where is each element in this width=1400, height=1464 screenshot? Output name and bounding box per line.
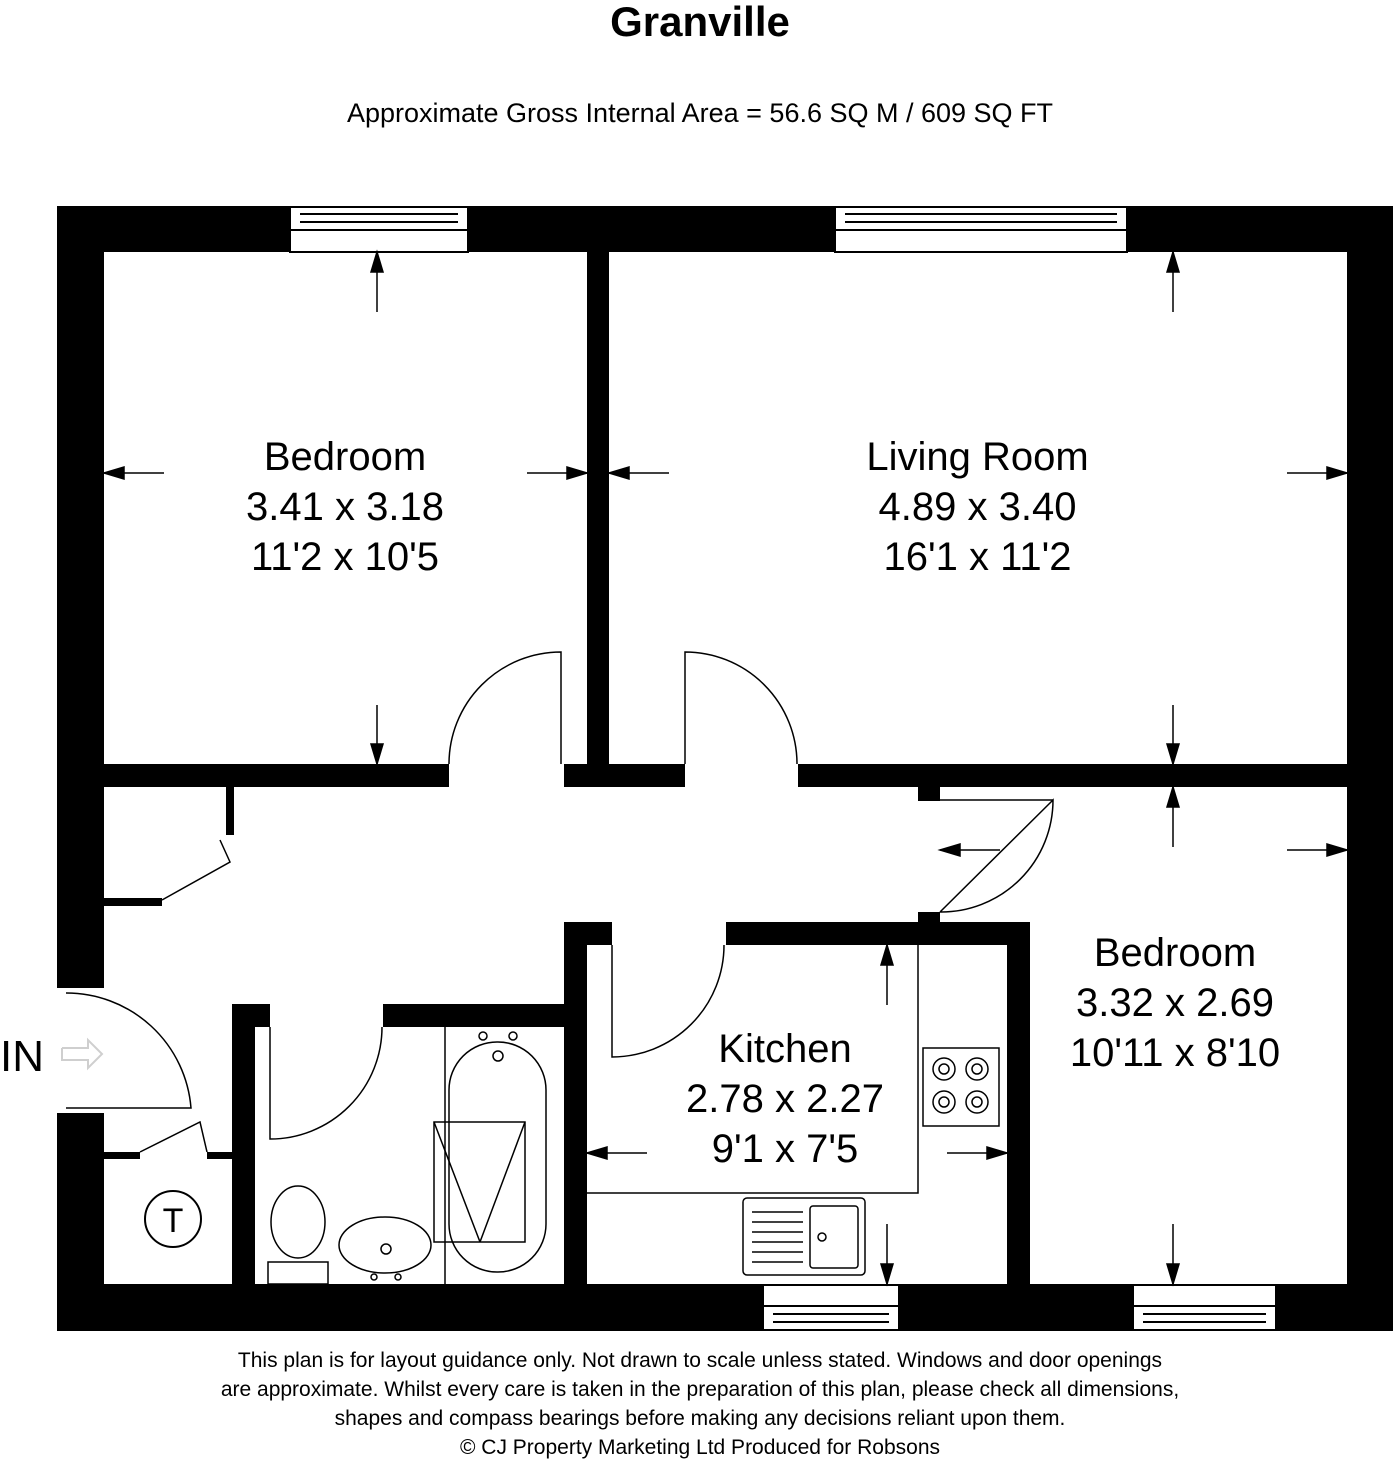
room-size-metric: 3.32 x 2.69 [1076, 981, 1274, 1025]
room-size-metric: 4.89 x 3.40 [878, 485, 1077, 529]
cupboard-symbol: T [162, 1202, 184, 1240]
entrance-arrow-icon [62, 1040, 102, 1068]
disclaimer-line: shapes and compass bearings before making any decisions reliant upon them. [334, 1407, 1066, 1430]
room-label-kitchen [650, 1024, 920, 1174]
room-name: Living Room [866, 435, 1089, 479]
room-label-living-room [820, 432, 1135, 582]
room-size-imperial: 9'1 x 7'5 [711, 1127, 859, 1171]
plan-title: Granville [610, 0, 790, 45]
room-label-bedroom-2 [1040, 928, 1310, 1078]
disclaimer-line: This plan is for layout guidance only. Not drawn to scale unless stated. Windows and door openings [237, 1349, 1163, 1372]
room-size-metric: 2.78 x 2.27 [686, 1077, 884, 1121]
gross-internal-area: Approximate Gross Internal Area = 56.6 SQ M / 609 SQ FT [346, 98, 1054, 128]
room-size-imperial: 16'1 x 11'2 [883, 535, 1072, 579]
room-size-imperial: 11'2 x 10'5 [250, 535, 439, 579]
copyright-line: © CJ Property Marketing Ltd Produced for Robsons [459, 1436, 941, 1459]
entrance-label: IN [0, 1032, 44, 1081]
room-name: Kitchen [718, 1027, 852, 1071]
room-name: Bedroom [1093, 931, 1257, 975]
room-size-imperial: 10'11 x 8'10 [1069, 1031, 1281, 1075]
disclaimer [0, 1346, 1400, 1462]
room-label-bedroom-1 [200, 432, 490, 582]
disclaimer-line: are approximate. Whilst every care is taken in the preparation of this plan, please check all dimensions, [220, 1378, 1180, 1401]
room-name: Bedroom [263, 435, 427, 479]
bathroom-fittings [268, 1027, 546, 1284]
room-size-metric: 3.41 x 3.18 [246, 485, 444, 529]
